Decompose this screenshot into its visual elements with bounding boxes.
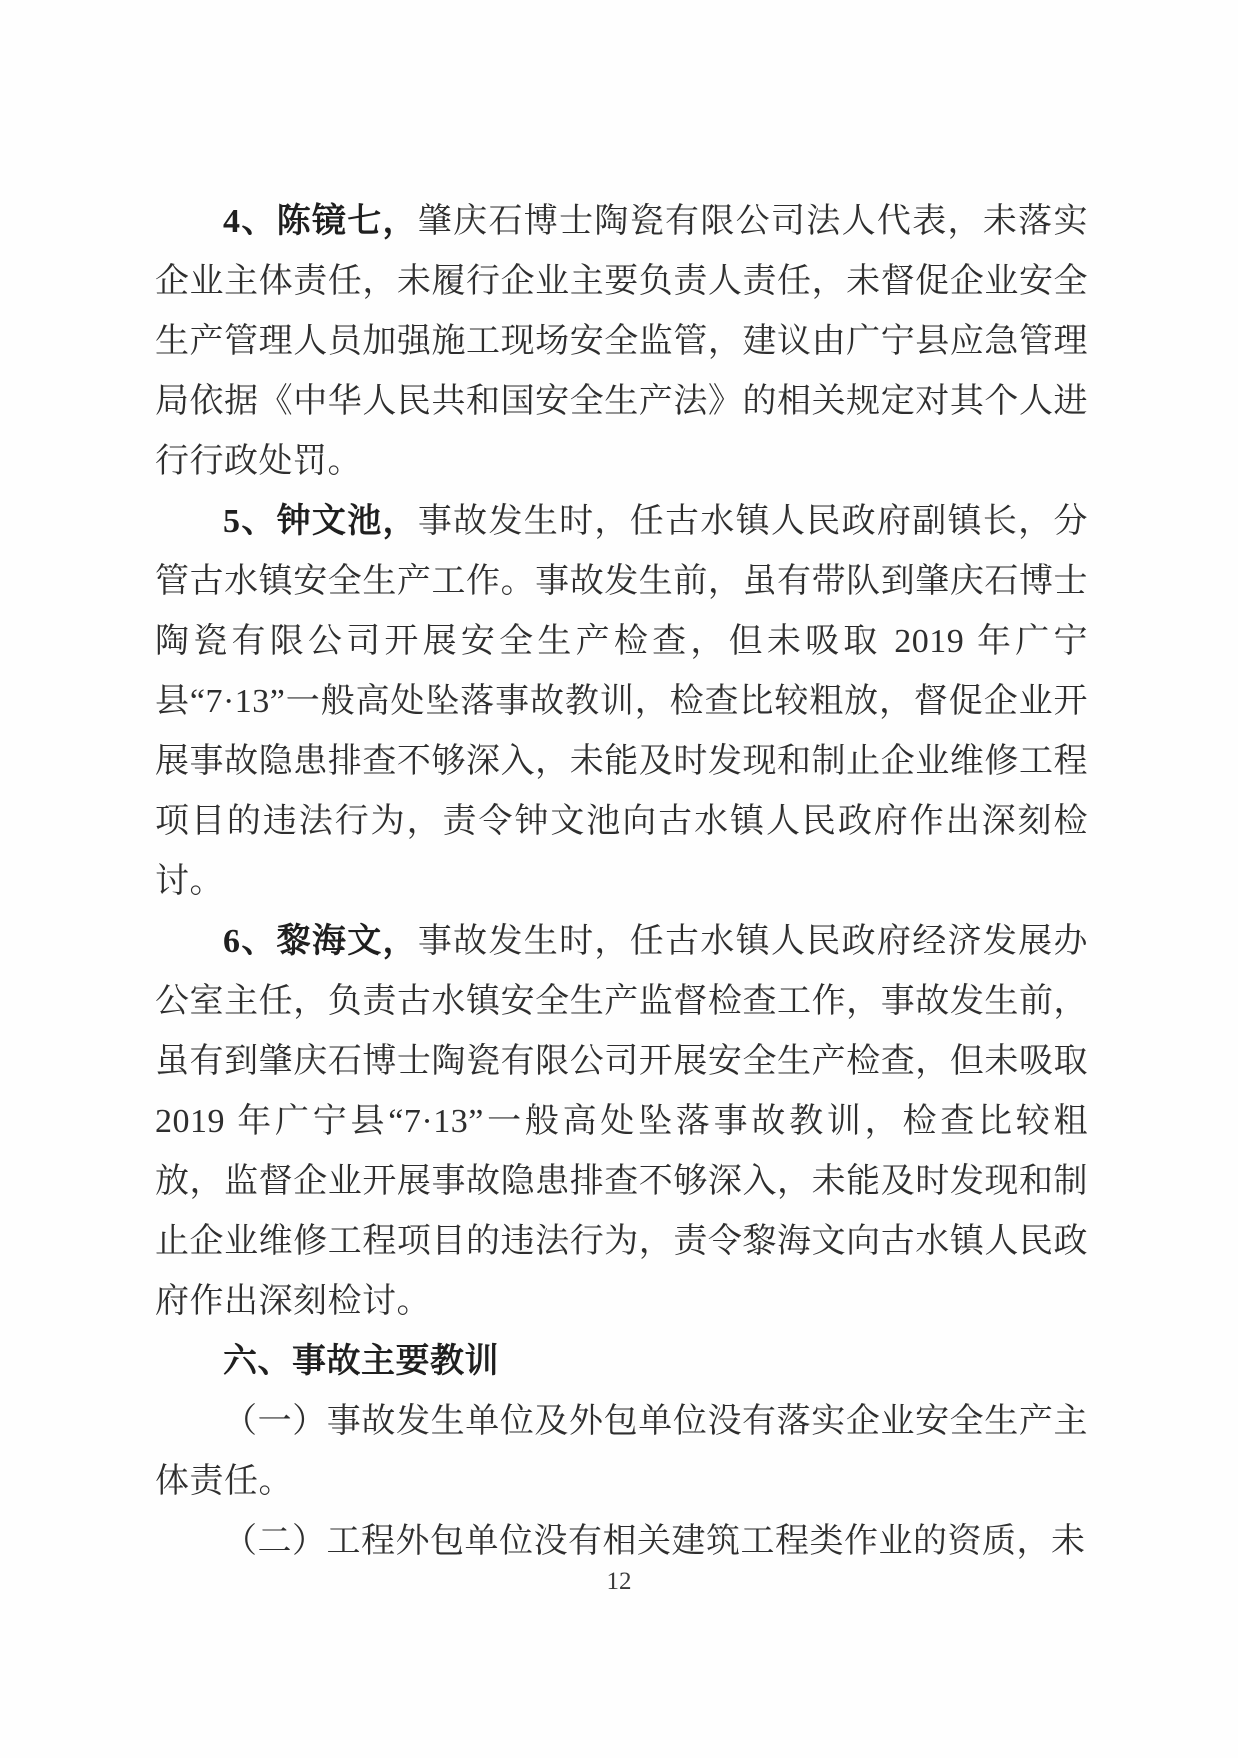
- paragraph-person-4: [155, 192, 1088, 492]
- person-6-name-lead: 6、黎海文，: [223, 923, 418, 960]
- paragraph-person-6: [155, 912, 1088, 1332]
- person-4-name-lead: 4、陈镜七，: [223, 203, 418, 240]
- lesson-item-1: （一）事故发生单位及外包单位没有落实企业安全生产主体责任。: [155, 1403, 1088, 1500]
- report-body: [155, 192, 1088, 1572]
- page-number: 12: [606, 1568, 632, 1595]
- person-5-name-lead: 5、钟文池，: [223, 503, 418, 540]
- person-6-text: 事故发生时，任古水镇人民政府经济发展办公室主任，负责古水镇安全生产监督检查工作，事故发生前，虽有到肇庆石博士陶瓷有限公司开展安全生产检查，但未吸取 2019 年广宁县“7·13”一般高处坠落事故教训，检查比较粗放，监督企业开展事故隐患排查不够深入，未能及时发现和制止企业维修工程项目的违法行为，责令黎海文向古水镇人民政府作出深刻检讨。: [155, 923, 1088, 1320]
- lesson-item-2: （二）工程外包单位没有相关建筑工程类作业的资质，未: [223, 1523, 1086, 1560]
- paragraph-person-5: [155, 492, 1088, 912]
- person-5-text: 事故发生时，任古水镇人民政府副镇长，分管古水镇安全生产工作。事故发生前，虽有带队到肇庆石博士陶瓷有限公司开展安全生产检查，但未吸取 2019 年广宁县“7·13”一般高处坠落事故教训，检查比较粗放，督促企业开展事故隐患排查不够深入，未能及时发现和制止企业维修工程项目的违法行为，责令钟文池向古水镇人民政府作出深刻检讨。: [155, 503, 1088, 900]
- person-4-text: 肇庆石博士陶瓷有限公司法人代表，未落实企业主体责任，未履行企业主要负责人责任，未督促企业安全生产管理人员加强施工现场安全监管，建议由广宁县应急管理局依据《中华人民共和国安全生产法》的相关规定对其个人进行行政处罚。: [155, 203, 1088, 480]
- section-heading-lessons: 六、事故主要教训: [223, 1343, 499, 1380]
